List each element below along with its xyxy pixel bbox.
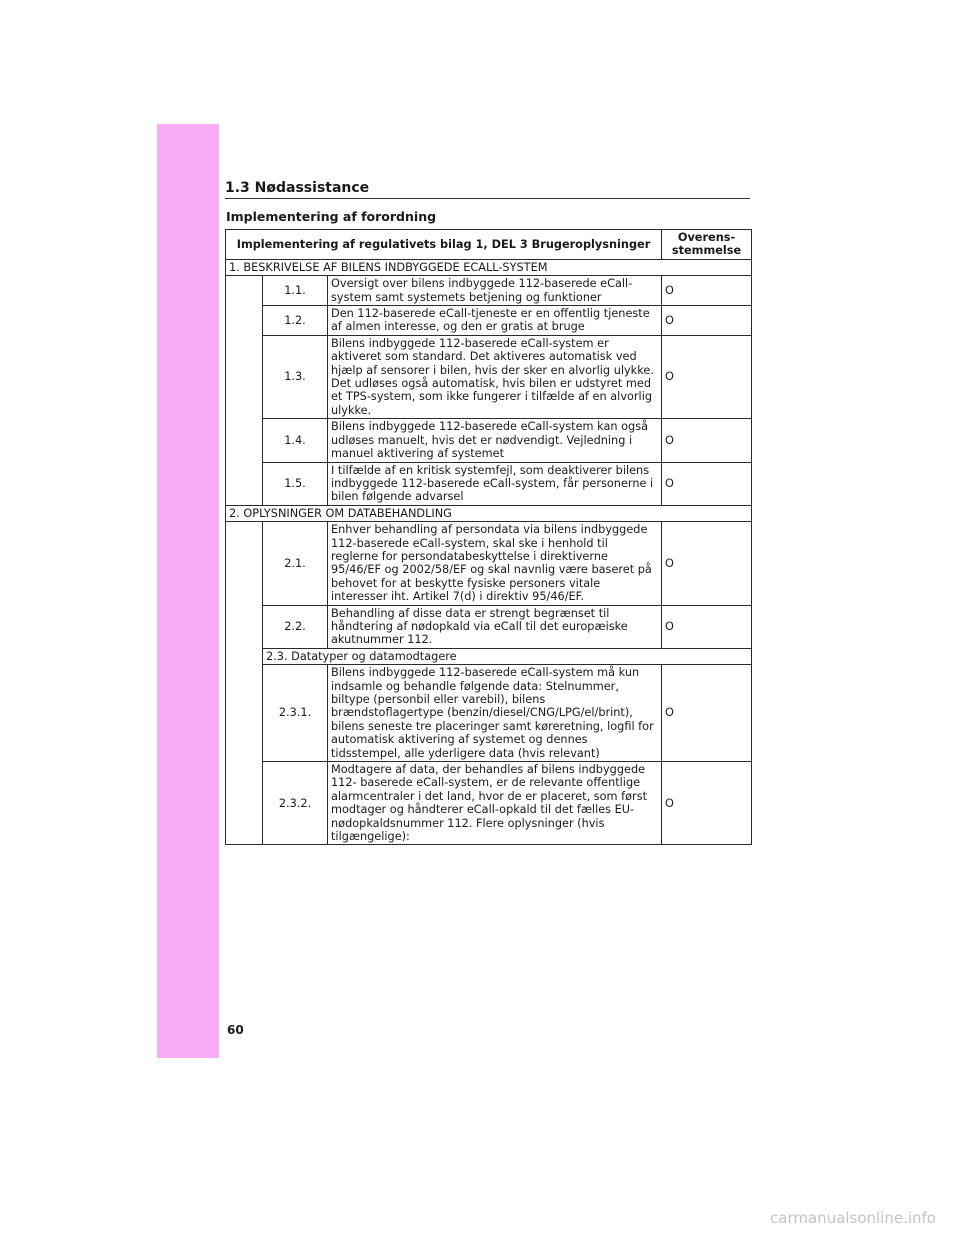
row-conformity: O <box>662 605 752 648</box>
row-text: Bilens indbyggede 112-baserede eCall-system kan også udløses manuelt, hvis det er nødvendigt. Vejledning i manuel aktivering af systemet <box>328 419 662 462</box>
subsection-title: 2.3. Datatyper og datamodtagere <box>263 648 752 664</box>
row-text: Oversigt over bilens indbyggede 112-baserede eCall-system samt systemets betjening og funktioner <box>328 276 662 306</box>
row-number: 2.3.2. <box>263 762 328 845</box>
table-row <box>226 462 752 505</box>
table-row <box>226 276 752 306</box>
row-text: Behandling af disse data er strengt begrænset til håndtering af nødopkald via eCall til det europæiske akutnummer 112. <box>328 605 662 648</box>
indent-cell <box>226 522 263 845</box>
table-row <box>226 419 752 462</box>
row-conformity: O <box>662 419 752 462</box>
row-text: Bilens indbyggede 112-baserede eCall-system må kun indsamle og behandle følgende data: Stelnummer, biltype (personbil eller varebil), bilens brændstoflagertype (benzin/diesel/CNG/LPG/el/brint), bilens seneste tre placeringer samt køreretning, logfil for automatisk aktivering af systemet og dennes tidsstempel, alle yderligere data (hvis relevant) <box>328 665 662 762</box>
row-conformity: O <box>662 522 752 605</box>
row-conformity: O <box>662 762 752 845</box>
row-conformity: O <box>662 462 752 505</box>
header-conformity: Overens-stemmelse <box>662 230 752 260</box>
row-conformity: O <box>662 276 752 306</box>
row-number: 1.1. <box>263 276 328 306</box>
section-1-title: 1. BESKRIVELSE AF BILENS INDBYGGEDE ECALL-SYSTEM <box>226 259 752 275</box>
row-number: 1.3. <box>263 335 328 418</box>
side-color-strip <box>157 124 219 1058</box>
row-conformity: O <box>662 335 752 418</box>
table-row <box>226 605 752 648</box>
row-number: 2.1. <box>263 522 328 605</box>
regulation-table <box>225 229 752 845</box>
section-row <box>226 259 752 275</box>
row-number: 1.2. <box>263 306 328 336</box>
row-text: I tilfælde af en kritisk systemfejl, som deaktiverer bilens indbyggede 112-baserede eCall-system, får personerne i bilen følgende advarsel <box>328 462 662 505</box>
table-row <box>226 335 752 418</box>
sub-title: Implementering af forordning <box>226 209 437 224</box>
row-conformity: O <box>662 306 752 336</box>
row-text: Den 112-baserede eCall-tjeneste er en offentlig tjeneste af almen interesse, og den er gratis at bruge <box>328 306 662 336</box>
table-row <box>226 306 752 336</box>
page-number: 60 <box>227 1023 244 1037</box>
row-conformity: O <box>662 665 752 762</box>
row-text: Enhver behandling af persondata via bilens indbyggede 112-baserede eCall-system, skal ske i henhold til reglerne for persondatabeskyttelse i direktiverne 95/46/EF og 2002/58/EF og skal navnlig være baseret på behovet for at beskytte fysiske personers vitale interesser iht. Artikel 7(d) i direktiv 95/46/EF. <box>328 522 662 605</box>
indent-cell <box>226 276 263 506</box>
section-2-title: 2. OPLYSNINGER OM DATABEHANDLING <box>226 505 752 521</box>
header-main: Implementering af regulativets bilag 1, DEL 3 Brugeroplysninger <box>226 230 662 260</box>
table-header-row <box>226 230 752 260</box>
row-number: 2.3.1. <box>263 665 328 762</box>
section-row <box>226 505 752 521</box>
row-text: Modtagere af data, der behandles af bilens indbyggede 112- baserede eCall-system, er de relevante offentlige alarmcentraler i det land, hvor de er placeret, som først modtager og håndterer eCall-opkald til det fælles EU-nødopkaldsnummer 112. Flere oplysninger (hvis tilgængelige): <box>328 762 662 845</box>
row-number: 1.4. <box>263 419 328 462</box>
table-row <box>226 522 752 605</box>
table-row <box>226 665 752 762</box>
table-row <box>226 762 752 845</box>
row-number: 1.5. <box>263 462 328 505</box>
row-text: Bilens indbyggede 112-baserede eCall-system er aktiveret som standard. Det aktiveres automatisk ved hjælp af sensorer i bilen, hvis der sker en alvorlig ulykke. Det udløses også automatisk, hvis bilen er udstyret med et TPS-system, som ikke fungerer i tilfælde af en alvorlig ulykke. <box>328 335 662 418</box>
watermark: carmanualsonline.info <box>770 1209 936 1227</box>
subsection-row <box>226 648 752 664</box>
row-number: 2.2. <box>263 605 328 648</box>
section-title: 1.3 Nødassistance <box>225 180 750 199</box>
